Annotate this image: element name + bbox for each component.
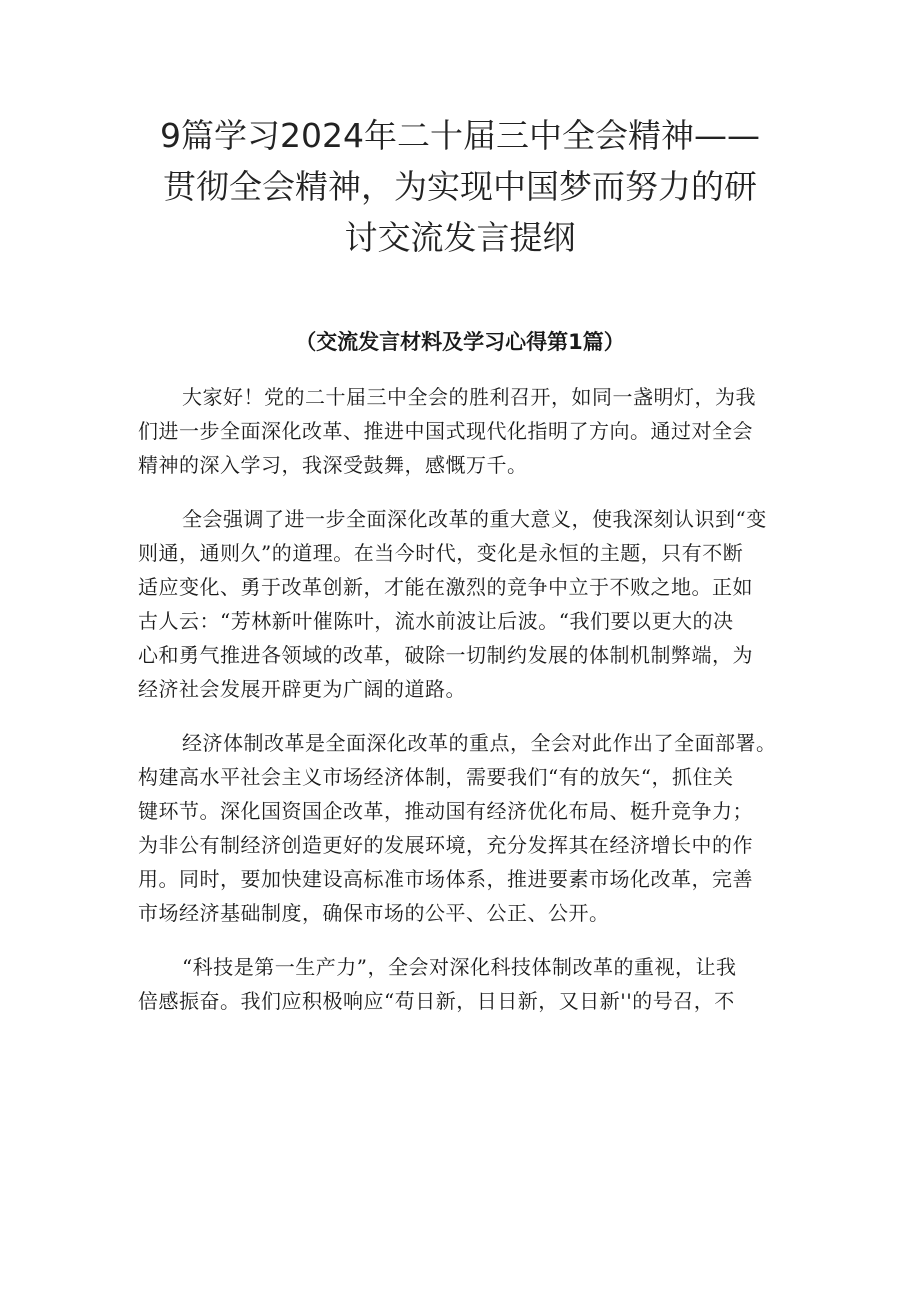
text-line: 心和勇气推进各领域的改革，破除一切制约发展的体制机制弊端，为 (138, 643, 753, 667)
text-line: 经济社会发展开辟更为广阔的道路。 (138, 677, 466, 701)
text-line: 倍感振奋。我们应积极响应“苟日新，日日新，又日新''的号召，不 (138, 989, 735, 1013)
paragraph (138, 950, 798, 1018)
text-line: 键环节。深化国资国企改革，推动国有经济优化布局、梃升竞争力； (138, 799, 753, 823)
text-line: 市场经济基础制度，确保市场的公平、公正、公开。 (138, 901, 610, 925)
text-line: 用。同时，要加快建设高标准市场体系，推进要素市场化改革，完善 (138, 867, 753, 891)
document-body (138, 380, 798, 1038)
text-line: 古人云：“芳林新叶催陈叶，流水前波让后波。“我们要以更大的决 (138, 609, 734, 633)
text-line: 构建高水平社会主义市场经济体制，需要我们“有的放矢“，抓住关 (138, 765, 734, 789)
title-line: 贯彻全会精神，为实现中国梦而努力的研 (163, 167, 757, 206)
title-line: 讨交流发言提纲 (344, 218, 576, 257)
document-title (100, 110, 820, 263)
text-line: 大家好！党的二十届三中全会的胜利召开，如同一盏明灯，为我 (182, 385, 756, 409)
paragraph (138, 726, 798, 930)
text-line: 经济体制改革是全面深化改革的重点，全会对此作出了全面部署。 (182, 731, 777, 755)
text-line: 适应变化、勇于改革创新，才能在激烈的竞争中立于不败之地。正如 (138, 575, 753, 599)
text-line: 为非公有制经济创造更好的发展环境，充分发挥其在经济增长中的作 (138, 833, 753, 857)
title-line: 9篇学习2024年二十届三中全会精神—— (160, 116, 760, 155)
text-line: 全会强调了进一步全面深化改革的重大意义，使我深刻认识到“变 (182, 507, 767, 531)
paragraph (138, 502, 798, 706)
paragraph (138, 380, 798, 482)
text-line: 精神的深入学习，我深受鼓舞，感慨万千。 (138, 453, 528, 477)
text-line: 们进一步全面深化改革、推进中国式现代化指明了方向。通过对全会 (138, 419, 753, 443)
section-heading: （交流发言材料及学习心得第1篇） (295, 330, 625, 354)
text-line: “科技是第一生产力”，全会对深化科技体制改革的重视，让我 (182, 955, 737, 979)
text-line: 则通，通则久”的道理。在当今时代，变化是永恒的主题，只有不断 (138, 541, 744, 565)
